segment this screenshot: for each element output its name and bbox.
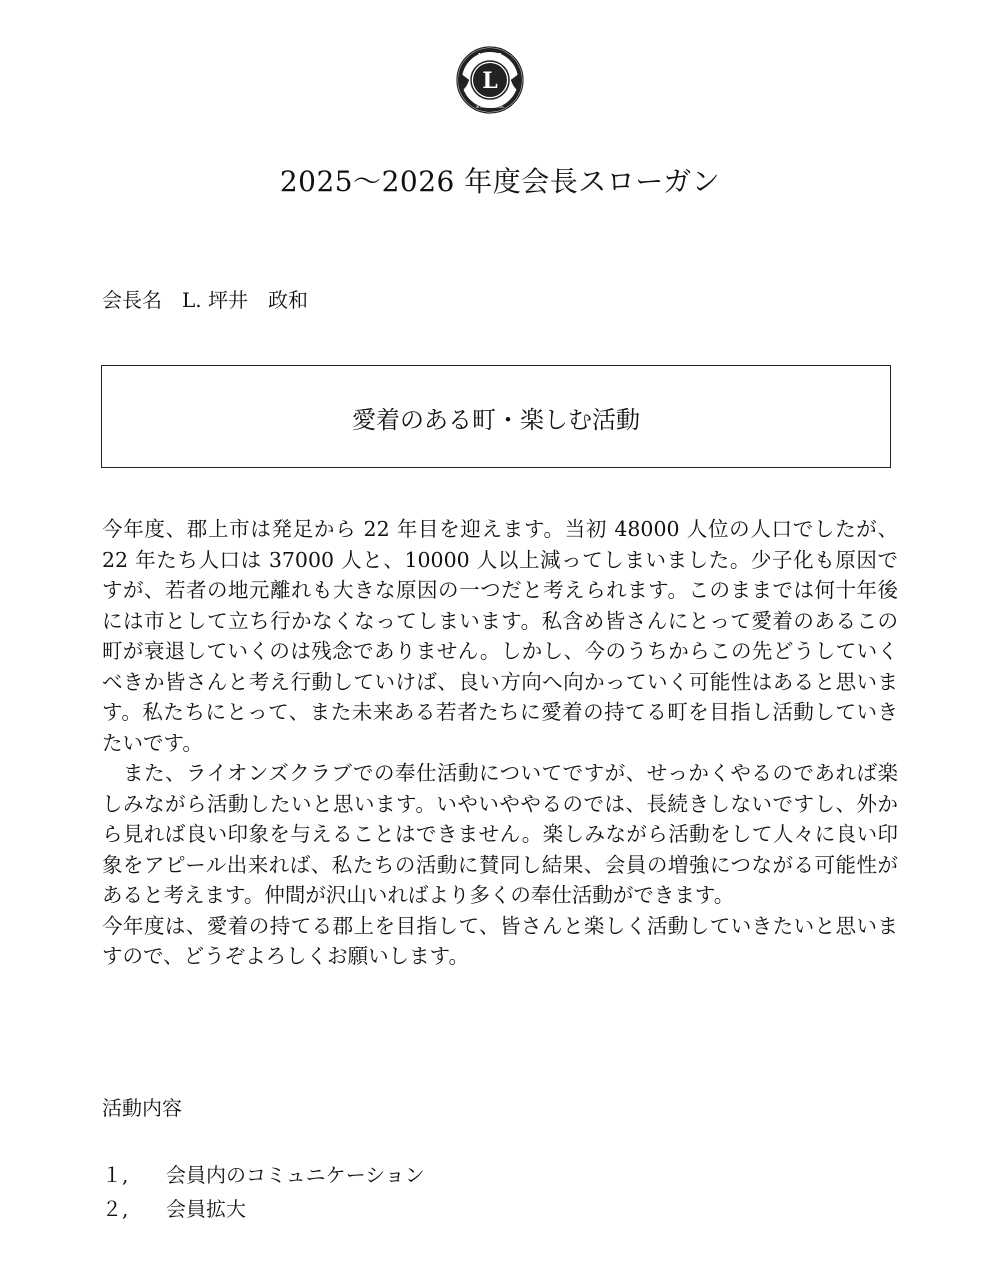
body-paragraph: 今年度、郡上市は発足から 22 年目を迎えます。当初 48000 人位の人口でしたが、22 年たち人口は 37000 人と、10000 人以上減ってしまいました。少子化も原因ですが、若者の地元離れも大きな原因の一つだと考えられます。このままでは何十年後には市として立ち行かなくなってしまいます。私含め皆さんにとって愛着のあるこの町が衰退していくのは残念でありません。しかし、今のうちからこの先どうしていくべきか皆さんと考え行動していけば、良い方向へ向かっていく可能性はあると思います。私たちにとって、また未来ある若者たちに愛着の持てる町を目指し活動していきたいです。 [102, 517, 898, 755]
list-item-number: ２, [102, 1197, 129, 1221]
list-item [102, 1158, 425, 1192]
logo-bottom-text: INTERNATIONAL [475, 105, 505, 109]
lions-club-emblem-icon [455, 44, 525, 116]
president-name: 会長名 L. 坪井 政和 [102, 288, 308, 312]
body-paragraph: また、ライオンズクラブでの奉仕活動についてですが、せっかくやるのであれば楽しみながら活動したいと思います。いやいややるのでは、長続きしないですし、外から見れば良い印象を与えることはできません。楽しみながら活動をして人々に良い印象をアピール出来れば、私たちの活動に賛同し結果、会員の増強につながる可能性があると考えます。仲間が沢山いればより多くの奉仕活動ができます。 [102, 761, 898, 907]
body-paragraph: 今年度は、愛着の持てる郡上を目指して、皆さんと楽しく活動していきたいと思いますので、どうぞよろしくお願いします。 [102, 913, 898, 968]
slogan-text: 愛着のある町・楽しむ活動 [352, 406, 640, 434]
logo-center-letter: L [482, 68, 498, 94]
slogan-box [101, 365, 891, 468]
activities-heading: 活動内容 [102, 1096, 182, 1120]
message-body [102, 514, 898, 972]
list-item-text: 会員拡大 [166, 1197, 246, 1221]
page-title: 2025～2026 年度会長スローガン [279, 165, 721, 198]
list-item-number: １, [102, 1163, 129, 1187]
list-item [102, 1192, 425, 1226]
list-item-text: 会員内のコミュニケーション [166, 1163, 425, 1187]
activities-list [102, 1158, 425, 1226]
logo-ring-text: LIONS [478, 52, 502, 60]
